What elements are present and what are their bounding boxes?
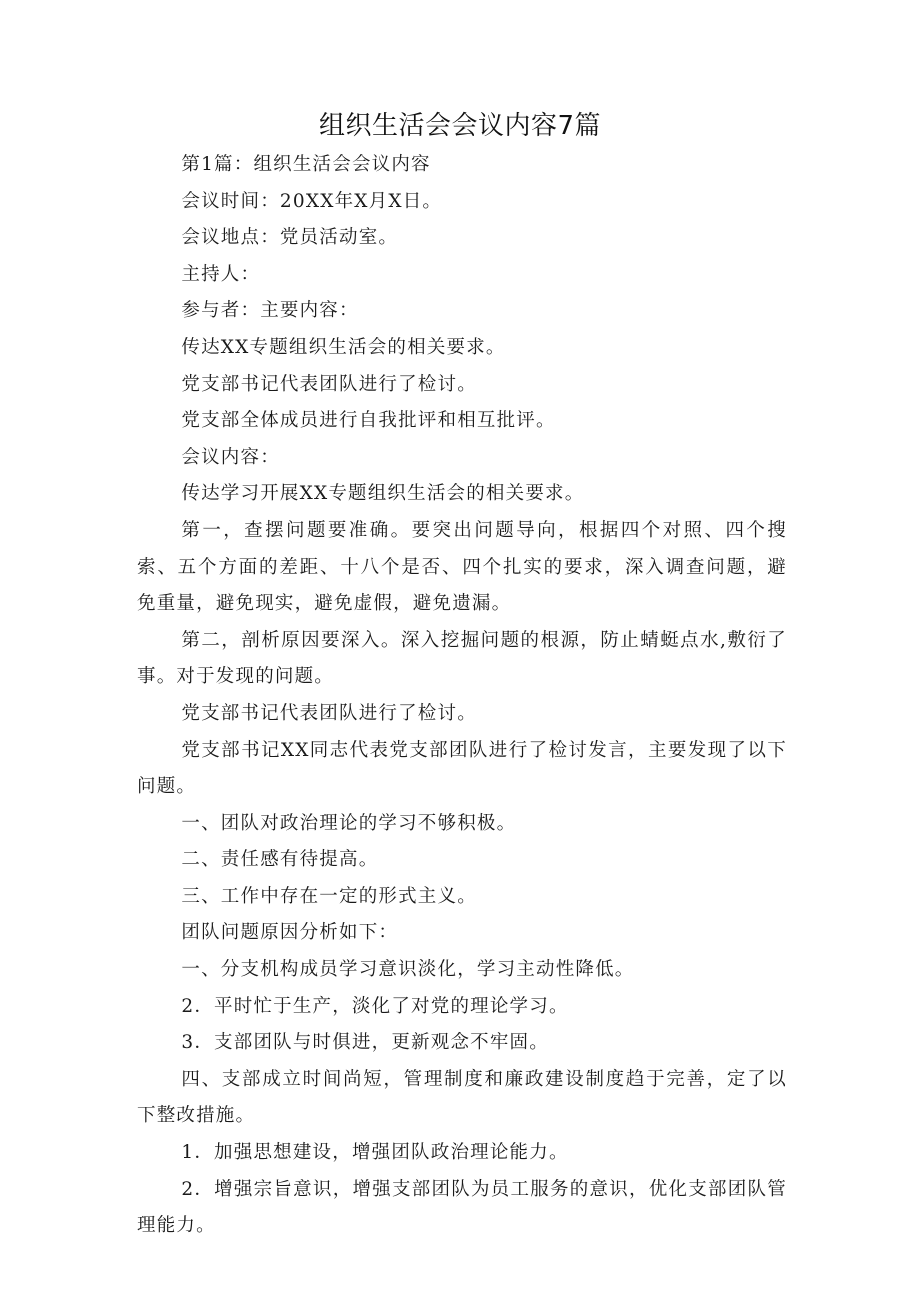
paragraph: 党支部全体成员进行自我批评和相互批评。 — [181, 410, 556, 432]
paragraph: 第一，查摆问题要准确。要突出问题导向，根据四个对照、四个搜索、五个方面的差距、十八个是否、四个扎实的要求，深入调查问题，避免重量，避免现实，避免虚假，避免遗漏。 — [137, 519, 787, 615]
paragraph: 第1篇：组织生活会会议内容 — [181, 154, 431, 175]
paragraph: 第二，剖析原因要深入。深入挖掘问题的根源，防止蜻蜓点水,敷衍了事。对于发现的问题。 — [137, 629, 787, 688]
paragraph: 3．支部团队与时俱进，更新观念不牢固。 — [181, 1032, 549, 1054]
paragraph: 主持人： — [181, 263, 261, 285]
paragraph: 传达XX专题组织生活会的相关要求。 — [181, 336, 506, 358]
paragraph: 传达学习开展XX专题组织生活会的相关要求。 — [181, 483, 585, 505]
paragraph: 三、工作中存在一定的形式主义。 — [181, 885, 477, 907]
paragraph: 1．加强思想建设，增强团队政治理论能力。 — [181, 1142, 569, 1164]
paragraph: 党支部书记代表团队进行了检讨。 — [181, 373, 477, 395]
paragraph: 四、支部成立时间尚短，管理制度和廉政建设制度趋于完善，定了以下整改措施。 — [137, 1068, 787, 1127]
paragraph: 会议地点：党员活动室。 — [181, 227, 399, 249]
paragraph: 2．增强宗旨意识，增强支部团队为员工服务的意识，优化支部团队管理能力。 — [137, 1178, 787, 1237]
paragraph: 会议内容： — [181, 446, 280, 468]
paragraph: 一、分支机构成员学习意识淡化，学习主动性降低。 — [181, 959, 635, 981]
document-title: 组织生活会会议内容7篇 — [318, 111, 602, 141]
paragraph: 党支部书记XX同志代表党支部团队进行了检讨发言，主要发现了以下问题。 — [137, 739, 787, 798]
paragraph: 二、责任感有待提高。 — [181, 849, 379, 871]
paragraph: 参与者：主要内容： — [181, 300, 359, 322]
paragraph: 2．平时忙于生产，淡化了对党的理论学习。 — [181, 995, 569, 1017]
paragraph: 党支部书记代表团队进行了检讨。 — [181, 702, 477, 724]
paragraph: 会议时间：20XX年X月X日。 — [181, 190, 443, 212]
document-body — [137, 147, 787, 1245]
paragraph: 一、团队对政治理论的学习不够积极。 — [181, 812, 517, 834]
paragraph: 团队问题原因分析如下： — [181, 922, 399, 944]
